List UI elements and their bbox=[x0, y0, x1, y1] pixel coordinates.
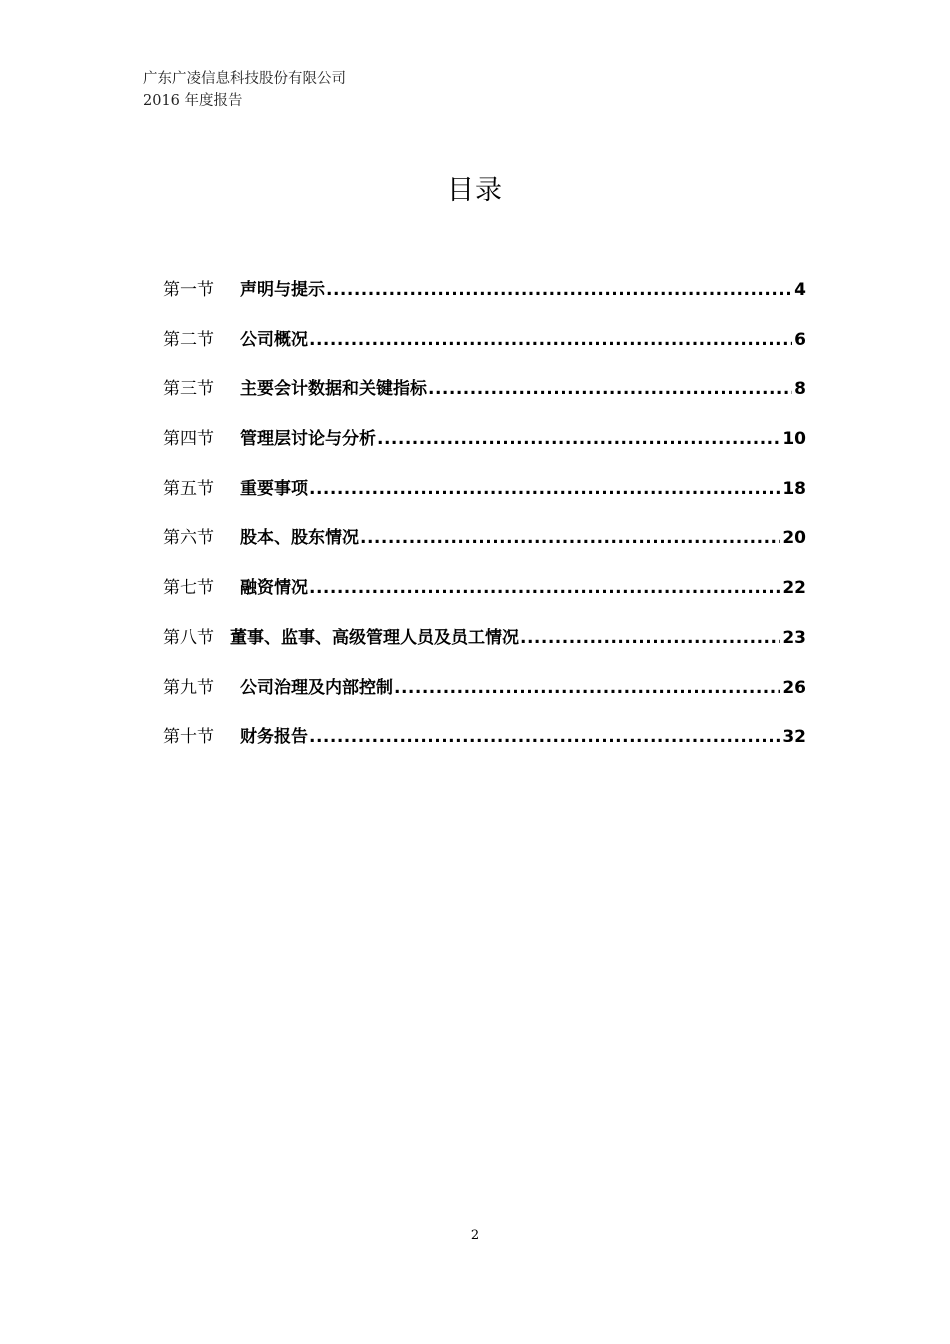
page-title: 目录 bbox=[447, 175, 503, 206]
toc-page-number: 4 bbox=[794, 280, 806, 300]
toc-page-number: 26 bbox=[782, 677, 806, 698]
company-name: 广东广凌信息科技股份有限公司 bbox=[143, 71, 346, 87]
toc-leader-dots bbox=[309, 326, 792, 354]
toc-entry-6[interactable] bbox=[163, 524, 806, 574]
toc-leader-dots bbox=[428, 375, 792, 403]
toc-page-number: 23 bbox=[782, 627, 806, 648]
toc-leader-dots bbox=[360, 524, 780, 552]
toc-page-number: 22 bbox=[782, 578, 806, 599]
toc-section-label: 第五节 bbox=[163, 478, 214, 499]
toc-section-title: 股本、股东情况 bbox=[240, 528, 359, 549]
toc-leader-dots bbox=[309, 723, 780, 751]
page-number-footer: 2 bbox=[470, 1228, 480, 1243]
toc-leader-dots bbox=[309, 574, 780, 602]
toc-section-label: 第二节 bbox=[163, 329, 214, 350]
table-of-contents bbox=[163, 276, 806, 773]
toc-entry-3[interactable] bbox=[163, 375, 806, 425]
toc-entry-7[interactable] bbox=[163, 574, 806, 624]
toc-section-title: 主要会计数据和关键指标 bbox=[240, 379, 427, 400]
toc-entry-1[interactable] bbox=[163, 276, 806, 326]
toc-leader-dots bbox=[326, 276, 792, 304]
toc-page-number: 6 bbox=[794, 329, 806, 350]
toc-leader-dots bbox=[309, 475, 780, 503]
toc-page-number: 32 bbox=[782, 727, 806, 748]
toc-page-number: 18 bbox=[782, 478, 806, 499]
toc-entry-8[interactable] bbox=[163, 624, 806, 674]
toc-page-number: 10 bbox=[782, 429, 806, 450]
toc-section-label: 第三节 bbox=[163, 379, 214, 400]
toc-section-label: 第四节 bbox=[163, 429, 214, 450]
toc-entry-9[interactable] bbox=[163, 674, 806, 724]
toc-leader-dots bbox=[520, 624, 780, 652]
toc-section-title: 重要事项 bbox=[240, 478, 308, 499]
toc-section-title: 声明与提示 bbox=[240, 280, 325, 300]
toc-section-label: 第一节 bbox=[163, 280, 214, 300]
toc-leader-dots bbox=[394, 674, 780, 702]
toc-section-label: 第九节 bbox=[163, 677, 214, 698]
toc-section-label: 第七节 bbox=[163, 578, 214, 599]
toc-entry-10[interactable] bbox=[163, 723, 806, 773]
toc-page-number: 20 bbox=[782, 528, 806, 549]
toc-entry-2[interactable] bbox=[163, 326, 806, 376]
toc-section-title: 融资情况 bbox=[240, 578, 308, 599]
toc-section-title: 管理层讨论与分析 bbox=[240, 429, 376, 450]
toc-section-title: 董事、监事、高级管理人员及员工情况 bbox=[230, 627, 519, 648]
toc-section-label: 第六节 bbox=[163, 528, 214, 549]
toc-leader-dots bbox=[377, 425, 780, 453]
toc-section-label: 第八节 bbox=[163, 627, 214, 648]
toc-section-title: 公司概况 bbox=[240, 329, 308, 350]
report-year: 2016 年度报告 bbox=[143, 93, 243, 109]
toc-section-label: 第十节 bbox=[163, 727, 214, 748]
toc-page-number: 8 bbox=[794, 379, 806, 400]
page-header bbox=[143, 68, 346, 112]
toc-entry-5[interactable] bbox=[163, 475, 806, 525]
toc-section-title: 公司治理及内部控制 bbox=[240, 677, 393, 698]
toc-entry-4[interactable] bbox=[163, 425, 806, 475]
toc-section-title: 财务报告 bbox=[240, 727, 308, 748]
